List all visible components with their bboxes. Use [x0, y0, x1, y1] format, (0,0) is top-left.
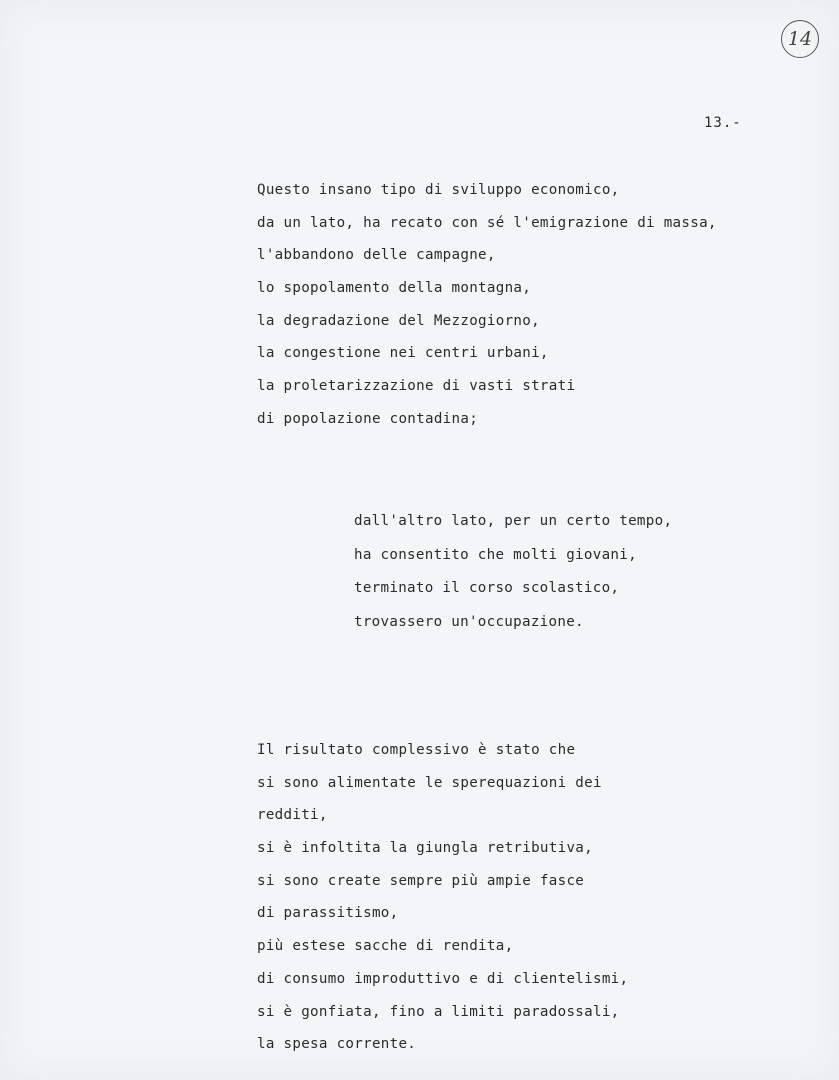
text-line: redditi, [257, 807, 328, 824]
text-line: la proletarizzazione di vasti strati [257, 378, 576, 395]
text-line: la degradazione del Mezzogiorno, [257, 312, 540, 329]
text-line: si sono alimentate le sperequazioni dei [257, 774, 602, 791]
text-line: si sono create sempre più ampie fasce [257, 872, 585, 889]
paragraph-1 [257, 174, 717, 436]
text-line: da un lato, ha recato con sé l'emigrazione di massa, [257, 214, 717, 231]
text-line: più estese sacche di rendita, [257, 938, 514, 955]
paragraph-2 [354, 505, 672, 639]
text-line: di popolazione contadina; [257, 410, 479, 427]
text-line: di parassitismo, [257, 905, 399, 922]
text-line: di consumo improduttivo e di clientelismi, [257, 970, 629, 987]
text-line: trovassero un'occupazione. [354, 613, 584, 630]
text-line: lo spopolamento della montagna, [257, 280, 532, 297]
page-number: 13.- [704, 115, 742, 131]
text-line: dall'altro lato, per un certo tempo, [354, 513, 673, 529]
text-line: si è infoltita la giungla retributiva, [257, 840, 593, 857]
text-line: l'abbandono delle campagne, [257, 247, 496, 264]
text-line: Questo insano tipo di sviluppo economico, [257, 182, 620, 198]
text-line: Il risultato complessivo è stato che [257, 742, 576, 758]
text-line: terminato il corso scolastico, [354, 580, 620, 596]
paragraph-3 [257, 734, 628, 1061]
text-line: si è gonfiata, fino a limiti paradossali, [257, 1003, 620, 1020]
text-line: ha consentito che molti giovani, [354, 546, 637, 563]
text-line: la congestione nei centri urbani, [257, 345, 549, 362]
text-line: la spesa corrente. [257, 1036, 417, 1053]
handwritten-folio-mark: 14 [781, 20, 819, 58]
